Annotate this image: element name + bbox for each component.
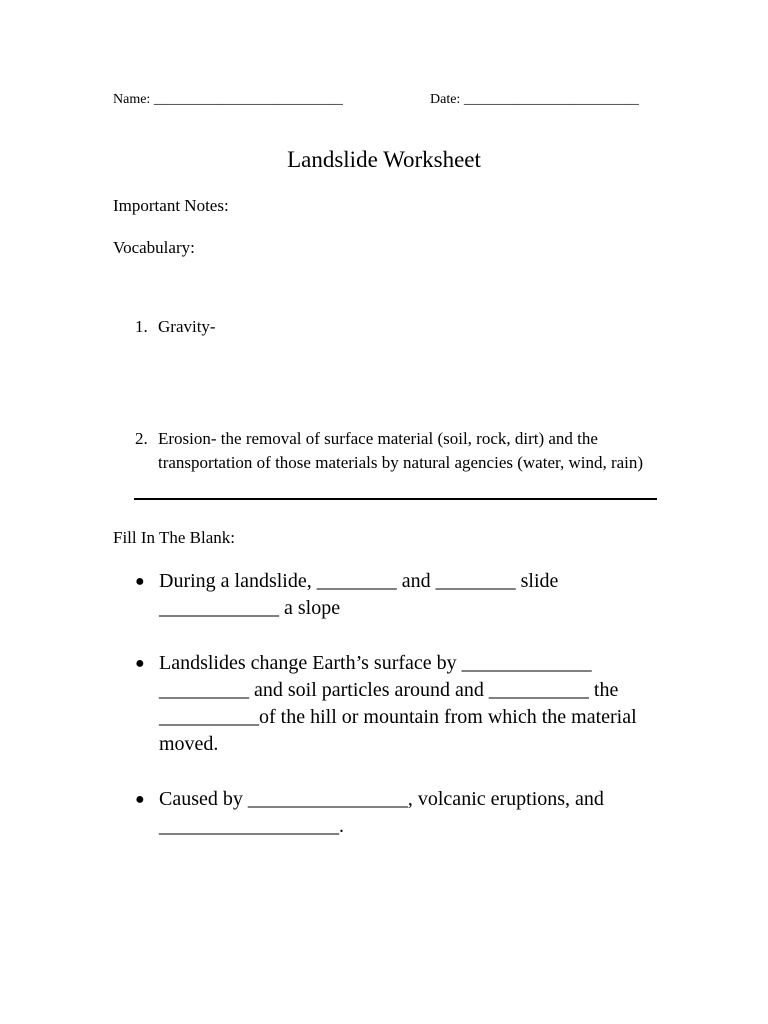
- page-title: Landslide Worksheet: [287, 147, 481, 172]
- vocab-item-gravity: [135, 315, 216, 339]
- vocabulary-heading: Vocabulary:: [113, 238, 195, 257]
- vocab-item-number: 2.: [135, 429, 148, 448]
- fill-in-item: [135, 568, 659, 622]
- bullet-icon: ●: [135, 573, 145, 590]
- bullet-icon: ●: [135, 791, 145, 808]
- divider-line: [134, 498, 657, 500]
- name-field: Name: ___________________________: [113, 92, 343, 107]
- vocab-item-number: 1.: [135, 317, 148, 336]
- vocab-item-text: Gravity-: [158, 317, 216, 336]
- vocab-item-text: Erosion- the removal of surface material (soil, rock, dirt) and the transportation of those materials by natural agencies (water, wind, rain): [158, 429, 644, 472]
- fill-in-text: Landslides change Earth’s surface by _____________ _________ and soil particles around and __________ the __________of the hill or mountain from which the material moved.: [159, 652, 637, 755]
- fill-in-item: [135, 786, 659, 840]
- fill-in-text: During a landslide, ________ and ________ slide ____________ a slope: [159, 570, 559, 619]
- fill-in-heading: Fill In The Blank:: [113, 528, 235, 547]
- important-notes-heading: Important Notes:: [113, 196, 229, 215]
- date-field: Date: _________________________: [430, 92, 639, 107]
- fill-in-text: Caused by ________________, volcanic eruptions, and __________________.: [159, 788, 604, 837]
- bullet-icon: ●: [135, 655, 145, 672]
- vocab-item-erosion: [135, 427, 658, 475]
- fill-in-item: [135, 650, 659, 758]
